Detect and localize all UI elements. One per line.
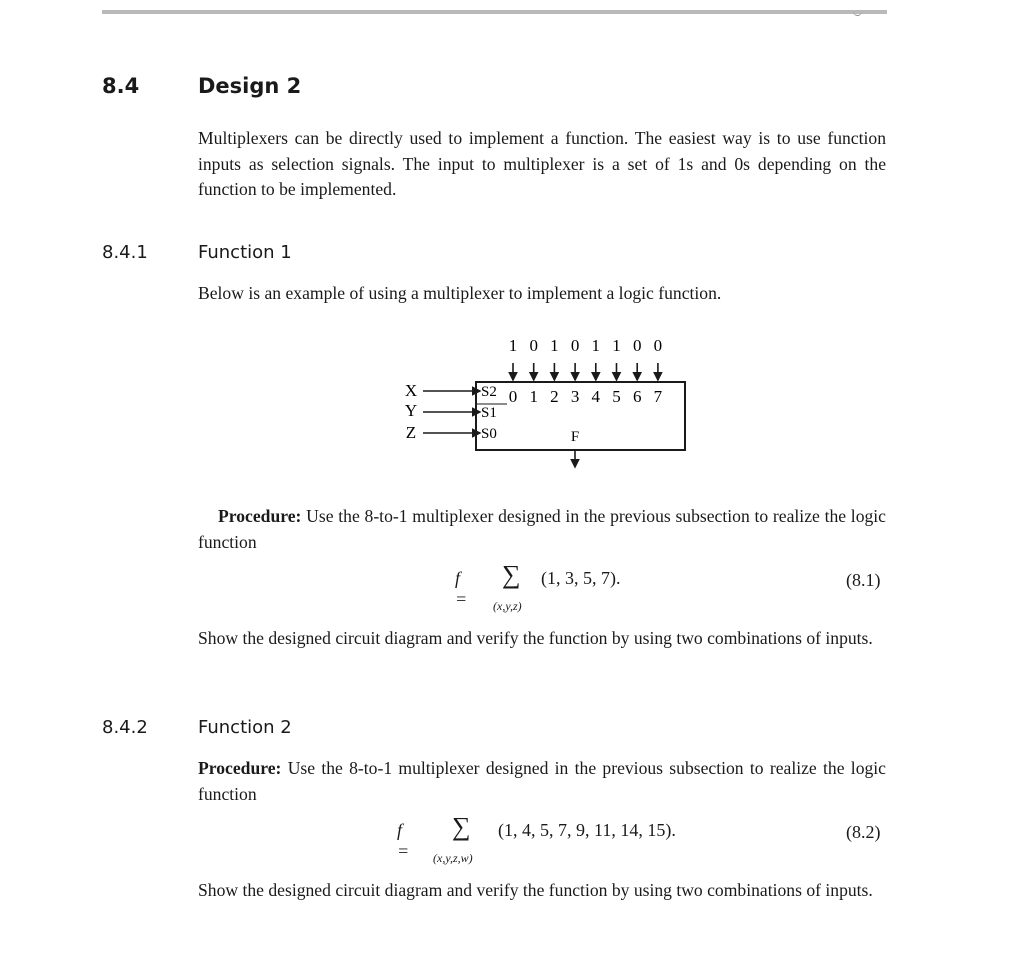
procedure-text-2: Use the 8-to-1 multiplexer designed in the previous subsection to realize the logic function xyxy=(198,758,886,804)
subsection-1-number: 8.4.1 xyxy=(102,242,148,263)
output-label: F xyxy=(570,429,580,445)
data-input-value-2: 1 xyxy=(550,336,559,355)
function-2-verification: Show the designed circuit diagram and verify the function by using two combinations of inputs. xyxy=(198,880,873,900)
procedure-text: Use the 8-to-1 multiplexer designed in the previous subsection to realize the logic function xyxy=(198,506,886,552)
procedure-label-2: Procedure: xyxy=(198,758,282,778)
section-number: 8.4 xyxy=(102,74,140,98)
equation-terms: (1, 3, 5, 7). xyxy=(541,568,621,588)
select-signal-x: X xyxy=(404,381,418,400)
equation-subscript-2: (x,y,z,w) xyxy=(433,851,473,865)
data-input-value-7: 0 xyxy=(653,336,663,355)
intro-paragraph: Multiplexers can be directly used to implement a function. The easiest way is to use function inputs as selection signals. The input to multiplexer is a set of 1s and 0s depending on the function to be implemented. xyxy=(198,128,886,199)
function-2-procedure xyxy=(198,756,886,807)
select-label-s0: S0 xyxy=(481,426,497,442)
equation-subscript: (x,y,z) xyxy=(493,599,522,613)
sigma-symbol-2: ∑ xyxy=(452,812,471,841)
data-input-value-3: 0 xyxy=(570,336,580,355)
data-input-value-6: 0 xyxy=(632,336,642,355)
equation-lhs-2: f = xyxy=(397,820,410,861)
section-title: Design 2 xyxy=(198,74,302,98)
data-input-value-5: 1 xyxy=(612,336,621,355)
mux-diagram xyxy=(395,330,695,475)
data-input-value-0: 1 xyxy=(508,336,518,355)
header-glyph-fragment xyxy=(853,10,862,16)
input-index-4: 4 xyxy=(591,387,601,406)
function-1-procedure xyxy=(198,504,886,555)
function-1-description: Below is an example of using a multiplexer to implement a logic function. xyxy=(198,283,722,303)
input-index-2: 2 xyxy=(550,387,559,406)
equation-lhs: f = xyxy=(455,568,468,609)
input-index-5: 5 xyxy=(612,387,621,406)
function-1-verification: Show the designed circuit diagram and verify the function by using two combinations of inputs. xyxy=(198,628,873,648)
input-index-6: 6 xyxy=(632,387,642,406)
sigma-symbol: ∑ xyxy=(502,560,521,589)
equation-terms-2: (1, 4, 5, 7, 9, 11, 14, 15). xyxy=(498,820,676,840)
select-label-s1: S1 xyxy=(481,405,497,421)
subsection-2-number: 8.4.2 xyxy=(102,717,148,738)
select-signal-z: Z xyxy=(405,423,417,442)
data-input-value-4: 1 xyxy=(591,336,601,355)
subsection-2-title: Function 2 xyxy=(198,717,292,738)
data-input-value-1: 0 xyxy=(529,336,538,355)
select-label-s2: S2 xyxy=(481,384,497,400)
input-index-0: 0 xyxy=(508,387,518,406)
top-rule xyxy=(102,10,887,14)
input-index-7: 7 xyxy=(653,387,663,406)
subsection-1-title: Function 1 xyxy=(198,242,292,263)
equation-number-8-1: (8.1) xyxy=(846,570,881,590)
select-signal-y: Y xyxy=(404,401,418,420)
equation-number-8-2: (8.2) xyxy=(846,822,881,842)
input-index-3: 3 xyxy=(570,387,580,406)
input-index-1: 1 xyxy=(529,387,538,406)
procedure-label: Procedure: xyxy=(218,506,302,526)
